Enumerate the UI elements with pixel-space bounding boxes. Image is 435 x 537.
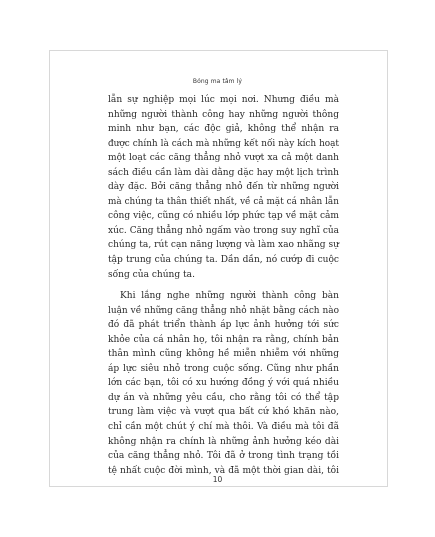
text-line: chúng ta, rút cạn năng lượng và làm xao nhãng sự	[108, 240, 339, 251]
text-line: dày đặc. Bởi căng thẳng nhỏ đến từ những người	[108, 182, 339, 193]
text-line: lẫn sự nghiệp mọi lúc mọi nơi. Nhưng điều mà	[108, 95, 339, 105]
text-line: thân mình cũng không hề miễn nhiễm với những	[108, 349, 339, 360]
text-line: một loạt các căng thẳng nhỏ vượt xa cả một danh	[108, 153, 339, 164]
text-line: khỏe của cá nhân họ, tôi nhận ra rằng, chính bản	[108, 334, 339, 345]
text-line: không nhận ra chính là những ảnh hưởng kéo dài	[108, 436, 339, 447]
text-line: những người thành công hay những người thông	[108, 109, 339, 120]
page-number: 10	[212, 475, 223, 484]
text-line: đó đã phát triển thành áp lực ảnh hưởng tới sức	[108, 320, 339, 331]
body-text	[108, 93, 339, 478]
paragraph-gap	[108, 282, 339, 289]
text-line: tập trung của chúng ta. Dần dần, nó cướp đi cuộc	[108, 255, 339, 266]
text-line: dự án và những yêu cầu, cho rằng tôi có thể tập	[108, 392, 339, 403]
text-line: lớn các bạn, tôi có xu hướng đồng ý với quá nhiều	[108, 378, 339, 389]
text-line: Khi lắng nghe những người thành công bàn	[120, 291, 339, 302]
text-line: minh như bạn, các độc giả, không thể nhận ra	[108, 124, 339, 135]
text-line: công việc, cũng có nhiều lớp phức tạp về mặt cảm	[108, 211, 339, 222]
text-line: của căng thẳng nhỏ. Tôi đã ở trong tình trạng tồi	[108, 451, 339, 462]
running-head: Bóng ma tâm lý	[192, 78, 243, 85]
text-line: tệ nhất cuộc đời mình, và đã một thời gian dài, tôi	[108, 465, 339, 476]
text-line: được chính là cách mà những kết nối này kích hoạt	[108, 138, 339, 149]
text-line: áp lực siêu nhỏ trong cuộc sống. Cũng như phần	[108, 363, 339, 374]
text-line: trung làm việc và vượt qua bất cứ khó khăn nào,	[108, 407, 339, 418]
paragraph-1	[108, 93, 339, 282]
text-line: xúc. Căng thẳng nhỏ ngấm vào trong suy nghĩ của	[108, 225, 339, 236]
text-line: sống của chúng ta.	[108, 269, 195, 280]
text-line: luận về những căng thẳng nhỏ nhặt bằng cách nào	[108, 305, 339, 316]
paragraph-2	[108, 289, 339, 478]
text-line: mà chúng ta thân thiết nhất, về cả mặt cá nhân lẫn	[108, 196, 339, 207]
text-line: chỉ cần một chút ý chí mà thôi. Và điều mà tôi đã	[108, 422, 339, 433]
text-line: sách điều cần làm dài dằng dặc hay một lịch trình	[108, 167, 339, 178]
